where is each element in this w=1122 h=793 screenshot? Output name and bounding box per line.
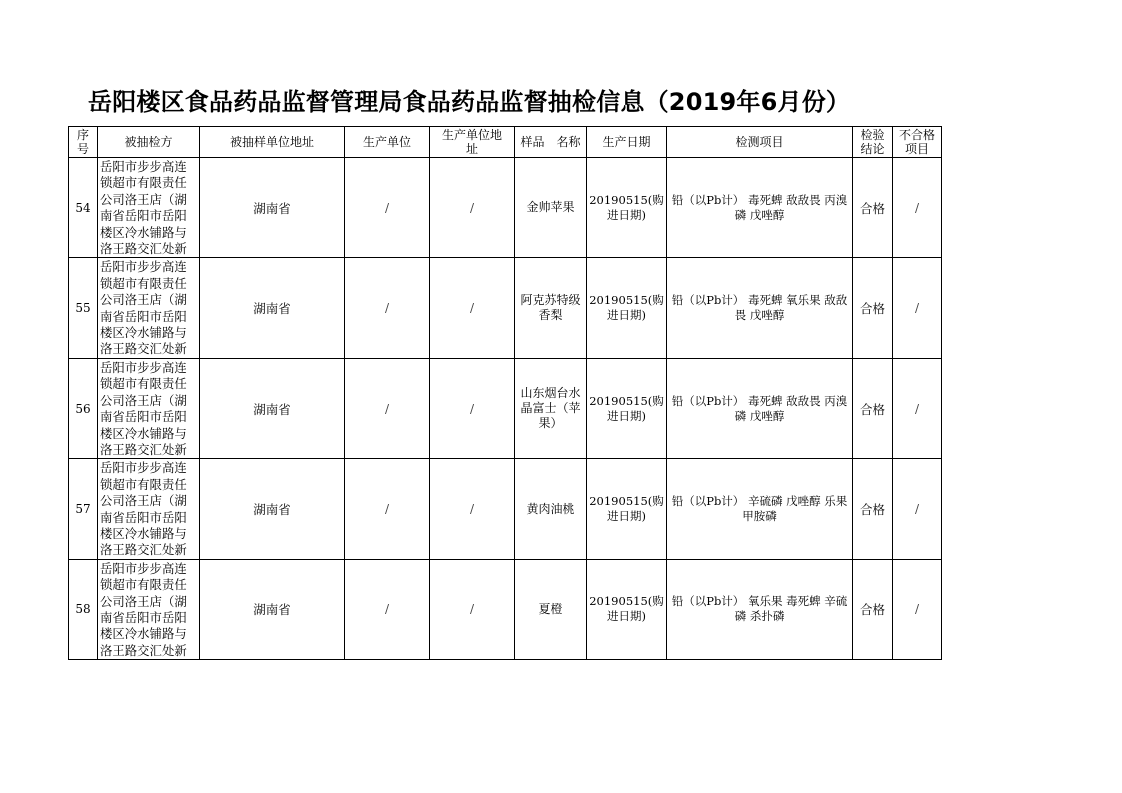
producer-cell: / — [345, 158, 430, 258]
header-sample-address: 被抽样单位地址 — [200, 127, 345, 158]
header-inspected-party: 被抽检方 — [98, 127, 200, 158]
inspected-party-cell: 岳阳市步步高连锁超市有限责任公司洛王店（湖南省岳阳市岳阳楼区冷水铺路与洛王路交汇处新 — [98, 158, 200, 258]
seq-cell: 54 — [69, 158, 98, 258]
inspected-party-cell: 岳阳市步步高连锁超市有限责任公司洛王店（湖南省岳阳市岳阳楼区冷水铺路与洛王路交汇处新 — [98, 358, 200, 458]
failed-items-cell: / — [893, 559, 942, 659]
producer-cell: / — [345, 459, 430, 559]
seq-cell: 55 — [69, 258, 98, 358]
inspection-table — [68, 126, 942, 660]
sample-name-cell: 金帅苹果 — [515, 158, 587, 258]
header-test-items: 检测项目 — [667, 127, 853, 158]
header-production-date: 生产日期 — [587, 127, 667, 158]
conclusion-cell: 合格 — [853, 459, 893, 559]
production-date-cell: 20190515(购进日期) — [587, 459, 667, 559]
inspected-party-cell: 岳阳市步步高连锁超市有限责任公司洛王店（湖南省岳阳市岳阳楼区冷水铺路与洛王路交汇处新 — [98, 258, 200, 358]
header-seq: 序 号 — [69, 127, 98, 158]
table-row — [69, 158, 942, 258]
conclusion-cell: 合格 — [853, 158, 893, 258]
header-failed-items: 不合格 项目 — [893, 127, 942, 158]
test-items-cell: 铅（以Pb计） 毒死蜱 敌敌畏 丙溴磷 戊唑醇 — [667, 158, 853, 258]
table-row — [69, 358, 942, 458]
sample-address-cell: 湖南省 — [200, 358, 345, 458]
page-title: 岳阳楼区食品药品监督管理局食品药品监督抽检信息（2019年6月份） — [88, 88, 851, 116]
sample-address-cell: 湖南省 — [200, 459, 345, 559]
header-producer-address: 生产单位地 址 — [430, 127, 515, 158]
seq-cell: 56 — [69, 358, 98, 458]
producer-address-cell: / — [430, 258, 515, 358]
header-producer: 生产单位 — [345, 127, 430, 158]
inspected-party-cell: 岳阳市步步高连锁超市有限责任公司洛王店（湖南省岳阳市岳阳楼区冷水铺路与洛王路交汇处新 — [98, 559, 200, 659]
header-conclusion: 检验 结论 — [853, 127, 893, 158]
producer-cell: / — [345, 358, 430, 458]
production-date-cell: 20190515(购进日期) — [587, 158, 667, 258]
sample-name-cell: 阿克苏特级香梨 — [515, 258, 587, 358]
production-date-cell: 20190515(购进日期) — [587, 358, 667, 458]
conclusion-cell: 合格 — [853, 559, 893, 659]
producer-address-cell: / — [430, 559, 515, 659]
failed-items-cell: / — [893, 459, 942, 559]
table-row — [69, 258, 942, 358]
conclusion-cell: 合格 — [853, 358, 893, 458]
header-sample-name: 样品 名称 — [515, 127, 587, 158]
producer-cell: / — [345, 258, 430, 358]
producer-cell: / — [345, 559, 430, 659]
sample-name-cell: 黄肉油桃 — [515, 459, 587, 559]
seq-cell: 57 — [69, 459, 98, 559]
producer-address-cell: / — [430, 459, 515, 559]
test-items-cell: 铅（以Pb计） 氧乐果 毒死蜱 辛硫磷 杀扑磷 — [667, 559, 853, 659]
inspected-party-cell: 岳阳市步步高连锁超市有限责任公司洛王店（湖南省岳阳市岳阳楼区冷水铺路与洛王路交汇处新 — [98, 459, 200, 559]
seq-cell: 58 — [69, 559, 98, 659]
production-date-cell: 20190515(购进日期) — [587, 559, 667, 659]
production-date-cell: 20190515(购进日期) — [587, 258, 667, 358]
failed-items-cell: / — [893, 258, 942, 358]
sample-address-cell: 湖南省 — [200, 158, 345, 258]
table-header-row — [69, 127, 942, 158]
producer-address-cell: / — [430, 358, 515, 458]
table-row — [69, 559, 942, 659]
sample-address-cell: 湖南省 — [200, 559, 345, 659]
test-items-cell: 铅（以Pb计） 辛硫磷 戊唑醇 乐果 甲胺磷 — [667, 459, 853, 559]
failed-items-cell: / — [893, 158, 942, 258]
sample-name-cell: 山东烟台水晶富士（苹果） — [515, 358, 587, 458]
sample-name-cell: 夏橙 — [515, 559, 587, 659]
producer-address-cell: / — [430, 158, 515, 258]
test-items-cell: 铅（以Pb计） 毒死蜱 敌敌畏 丙溴磷 戊唑醇 — [667, 358, 853, 458]
test-items-cell: 铅（以Pb计） 毒死蜱 氧乐果 敌敌畏 戊唑醇 — [667, 258, 853, 358]
failed-items-cell: / — [893, 358, 942, 458]
conclusion-cell: 合格 — [853, 258, 893, 358]
table-row — [69, 459, 942, 559]
sample-address-cell: 湖南省 — [200, 258, 345, 358]
